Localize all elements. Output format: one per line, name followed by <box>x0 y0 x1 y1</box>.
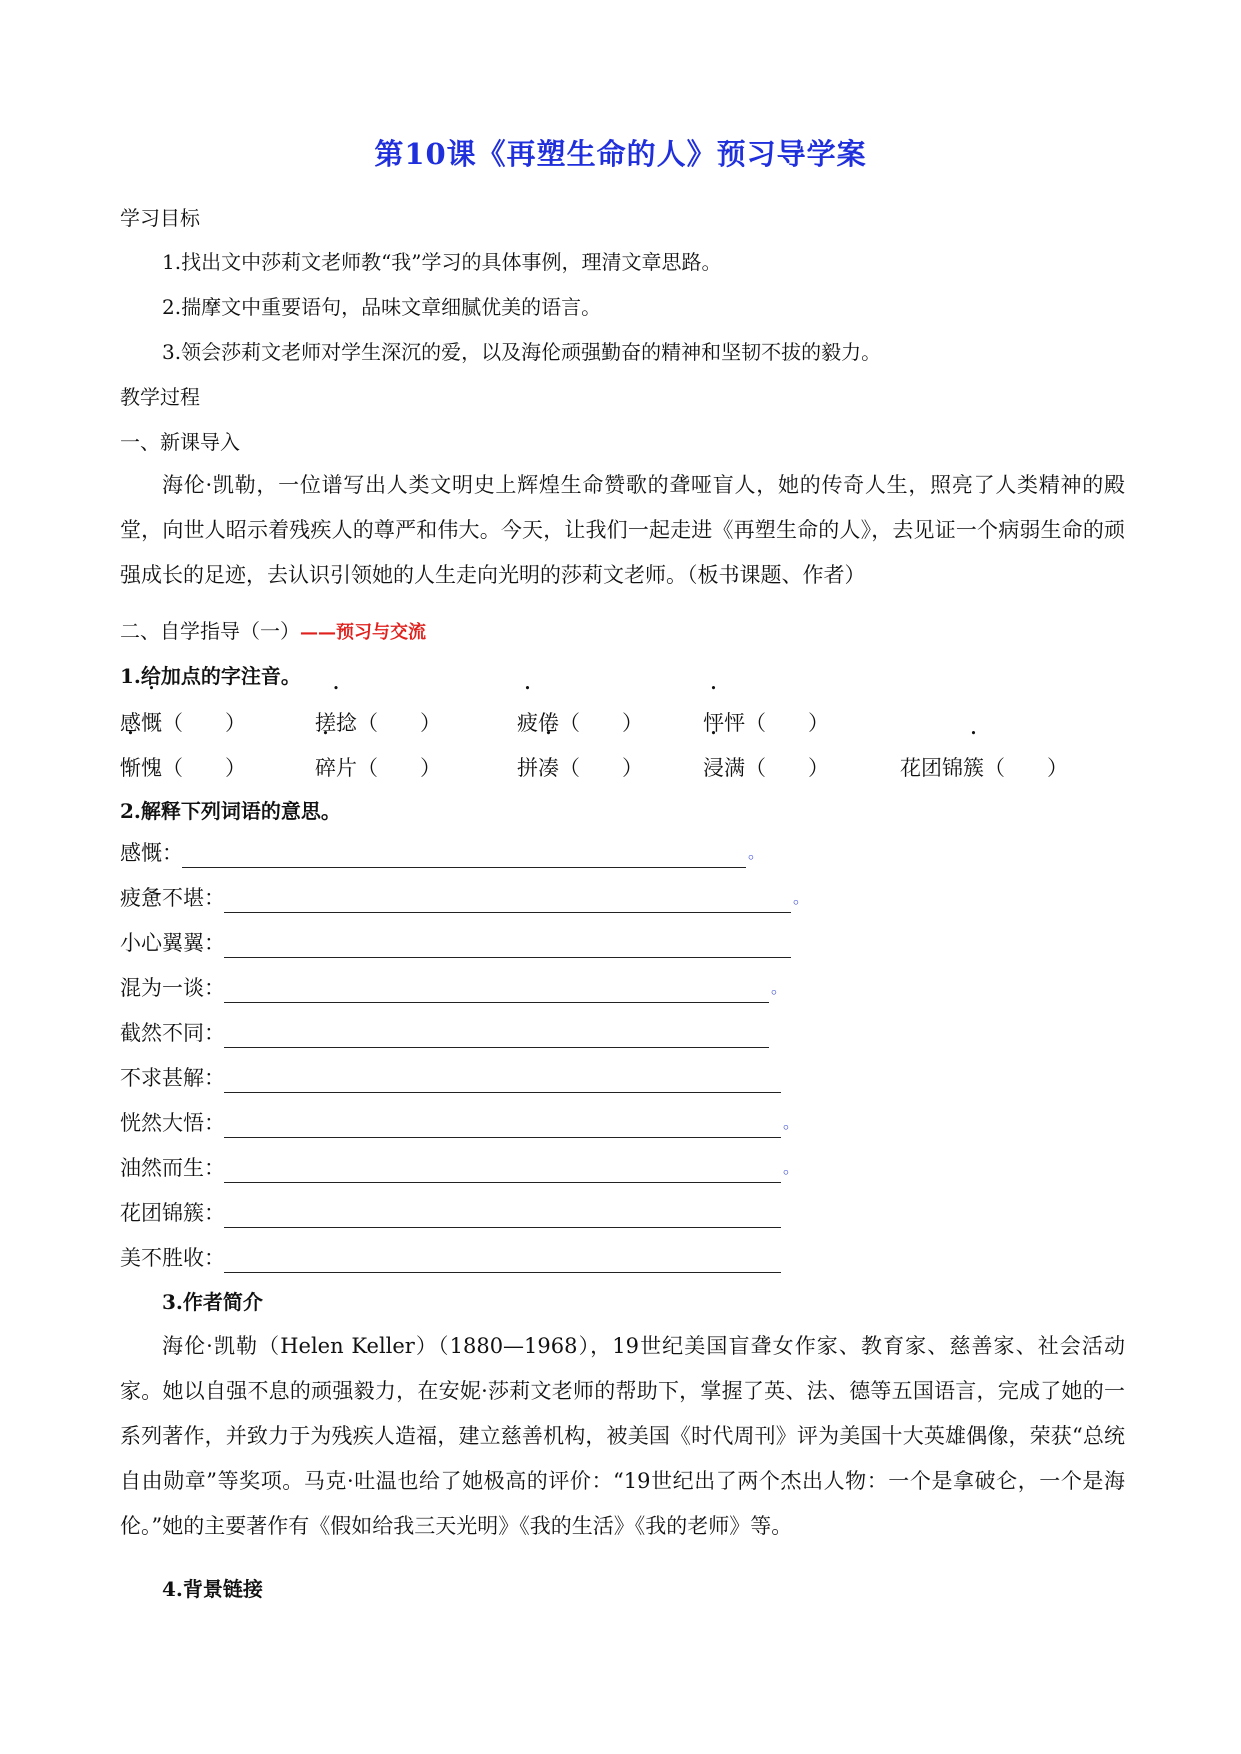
word-text: 花团锦 <box>900 756 963 780</box>
definition-row <box>120 1243 783 1273</box>
objective-item: 2.揣摩文中重要语句，品味文章细腻优美的语言。 <box>162 295 602 319</box>
answer-blank[interactable]: （ ） <box>559 756 643 780</box>
answer-blank[interactable]: （ ） <box>357 711 441 735</box>
dotted-character: 碎 <box>315 756 336 780</box>
process-heading: 教学过程 <box>120 385 200 409</box>
definition-term: 美不胜收： <box>120 1246 225 1270</box>
pinyin-item <box>900 748 1068 788</box>
definition-term: 感慨： <box>120 841 183 865</box>
definition-end-mark: 。 <box>783 1158 800 1177</box>
answer-blank[interactable]: （ ） <box>745 756 829 780</box>
definition-term: 油然而生： <box>120 1156 225 1180</box>
objectives-heading: 学习目标 <box>120 206 200 230</box>
answer-blank[interactable]: （ ） <box>357 756 441 780</box>
q4-heading: 4.背景链接 <box>162 1577 263 1601</box>
dotted-character: 搓捻 <box>315 711 357 735</box>
q1-heading: 1.给加点的字注音。 <box>120 664 301 688</box>
definition-answer-line[interactable] <box>224 931 791 958</box>
dotted-character: 浸 <box>703 756 724 780</box>
definition-term: 小心翼翼： <box>120 931 225 955</box>
definition-answer-line[interactable] <box>224 1066 781 1093</box>
definition-row <box>120 1063 783 1093</box>
dotted-character: 疲 <box>517 711 538 735</box>
definition-row <box>120 1153 799 1183</box>
pinyin-item <box>315 703 441 743</box>
definition-term: 截然不同： <box>120 1021 225 1045</box>
pinyin-item <box>703 748 829 788</box>
section2-heading-line <box>120 617 426 647</box>
dotted-character: 簇 <box>963 756 984 780</box>
section2-heading: 二、自学指导（一） <box>120 619 300 643</box>
answer-blank[interactable]: （ ） <box>745 711 829 735</box>
pinyin-item <box>120 748 246 788</box>
pinyin-item <box>517 703 643 743</box>
dotted-character: 慨 <box>141 711 162 735</box>
definition-term: 花团锦簇： <box>120 1201 225 1225</box>
definition-row <box>120 883 809 913</box>
author-paragraph: 海伦·凯勒（Helen Keller）（1880—1968），19世纪美国盲聋女作家、教育家、慈善家、社会活动家。她以自强不息的顽强毅力，在安妮·莎莉文老师的帮助下，掌握了英、法、德等五国语言，完成了她的一系列著作，并致力于为残疾人造福，建立慈善机构，被美国《时代周刊》评为美国十大英雄偶像，荣获“总统自由勋章”等奖项。马克·吐温也给了她极高的评价：“19世纪出了两个杰出人物：一个是拿破仑，一个是海伦。”她的主要著作有《假如给我三天光明》《我的生活》《我的老师》等。 <box>120 1334 1125 1538</box>
pinyin-item <box>120 703 246 743</box>
definition-row <box>120 1018 771 1048</box>
definition-term: 混为一谈： <box>120 976 225 1000</box>
definition-end-mark: 。 <box>771 978 788 997</box>
definition-row <box>120 973 787 1003</box>
pinyin-item <box>315 748 441 788</box>
definition-answer-line[interactable] <box>224 1156 781 1183</box>
word-text: 倦 <box>538 711 559 735</box>
definition-answer-line[interactable] <box>224 1246 781 1273</box>
definition-end-mark: 。 <box>793 888 810 907</box>
word-text: 愧 <box>141 756 162 780</box>
answer-blank[interactable]: （ ） <box>984 756 1068 780</box>
definition-answer-line[interactable] <box>224 886 791 913</box>
objective-item: 1.找出文中莎莉文老师教“我”学习的具体事例，理清文章思路。 <box>162 250 722 274</box>
q3-heading: 3.作者简介 <box>162 1290 263 1314</box>
definition-end-mark: 。 <box>783 1113 800 1132</box>
objective-item: 3.领会莎莉文老师对学生深沉的爱，以及海伦顽强勤奋的精神和坚韧不拔的毅力。 <box>162 340 882 364</box>
answer-blank[interactable]: （ ） <box>162 711 246 735</box>
definition-row <box>120 1198 783 1228</box>
definition-row <box>120 1108 799 1138</box>
dotted-character: 凑 <box>538 756 559 780</box>
pinyin-item <box>517 748 643 788</box>
word-text: 满 <box>724 756 745 780</box>
definition-end-mark: 。 <box>748 843 765 862</box>
definition-answer-line[interactable] <box>182 841 746 868</box>
definition-answer-line[interactable] <box>224 1201 781 1228</box>
word-text: 片 <box>336 756 357 780</box>
definition-row <box>120 838 764 868</box>
word-text: 怦 <box>724 711 745 735</box>
section1-heading: 一、新课导入 <box>120 430 240 454</box>
section1-paragraph: 海伦·凯勒，一位谱写出人类文明史上辉煌生命赞歌的聋哑盲人，她的传奇人生，照亮了人类精神的殿堂，向世人昭示着残疾人的尊严和伟大。今天，让我们一起走进《再塑生命的人》，去见证一个病弱生命的顽强成长的足迹，去认识引领她的人生走向光明的莎莉文老师。（板书课题、作者） <box>120 473 1125 587</box>
section2-subtitle: ——预习与交流 <box>300 622 426 643</box>
answer-blank[interactable]: （ ） <box>162 756 246 780</box>
pinyin-row <box>120 748 1120 788</box>
answer-blank[interactable]: （ ） <box>559 711 643 735</box>
definition-answer-line[interactable] <box>224 1021 769 1048</box>
definition-answer-line[interactable] <box>224 976 769 1003</box>
q2-heading: 2.解释下列词语的意思。 <box>120 799 341 823</box>
pinyin-item <box>703 703 829 743</box>
word-text: 感 <box>120 711 141 735</box>
word-text: 拼 <box>517 756 538 780</box>
dotted-character: 怦 <box>703 711 724 735</box>
definition-term: 疲惫不堪： <box>120 886 225 910</box>
definition-answer-line[interactable] <box>224 1111 781 1138</box>
dotted-character: 惭 <box>120 756 141 780</box>
definition-term: 不求甚解： <box>120 1066 225 1090</box>
definition-term: 恍然大悟： <box>120 1111 225 1135</box>
definition-row <box>120 928 793 958</box>
page-title: 第10课《再塑生命的人》预习导学案 <box>374 137 867 171</box>
